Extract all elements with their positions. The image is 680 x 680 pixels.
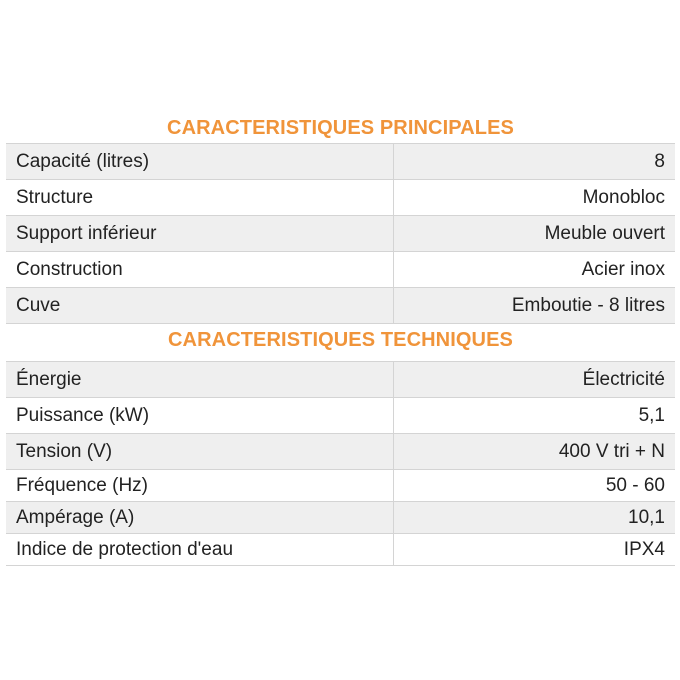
table-row [6, 362, 675, 398]
spec-label: Indice de protection d'eau [6, 534, 394, 566]
spec-value: 8 [394, 144, 676, 180]
table-row [6, 144, 675, 180]
spec-label: Cuve [6, 288, 394, 324]
spec-sheet [6, 113, 675, 566]
table-row [6, 252, 675, 288]
spec-value: Monobloc [394, 180, 676, 216]
spec-label: Support inférieur [6, 216, 394, 252]
spec-label: Fréquence (Hz) [6, 470, 394, 502]
spec-value: Emboutie - 8 litres [394, 288, 676, 324]
spec-label: Puissance (kW) [6, 398, 394, 434]
table-row [6, 534, 675, 566]
table-row [6, 398, 675, 434]
spec-label: Construction [6, 252, 394, 288]
spec-label: Capacité (litres) [6, 144, 394, 180]
spec-label: Tension (V) [6, 434, 394, 470]
table-row [6, 434, 675, 470]
spec-value: 50 - 60 [394, 470, 676, 502]
spec-label: Ampérage (A) [6, 502, 394, 534]
specs-table-techniques [6, 361, 675, 566]
spec-label: Énergie [6, 362, 394, 398]
table-row [6, 470, 675, 502]
section-title-principales: CARACTERISTIQUES PRINCIPALES [167, 117, 514, 139]
table-row [6, 180, 675, 216]
table-row [6, 216, 675, 252]
spec-value: Acier inox [394, 252, 676, 288]
table-row [6, 288, 675, 324]
spec-label: Structure [6, 180, 394, 216]
table-row [6, 502, 675, 534]
spec-value: IPX4 [394, 534, 676, 566]
spec-value: Meuble ouvert [394, 216, 676, 252]
section-title-techniques: CARACTERISTIQUES TECHNIQUES [168, 329, 513, 351]
spec-value: 10,1 [394, 502, 676, 534]
spec-value: 400 V tri + N [394, 434, 676, 470]
specs-table-principales [6, 143, 675, 324]
spec-value: Électricité [394, 362, 676, 398]
spec-value: 5,1 [394, 398, 676, 434]
